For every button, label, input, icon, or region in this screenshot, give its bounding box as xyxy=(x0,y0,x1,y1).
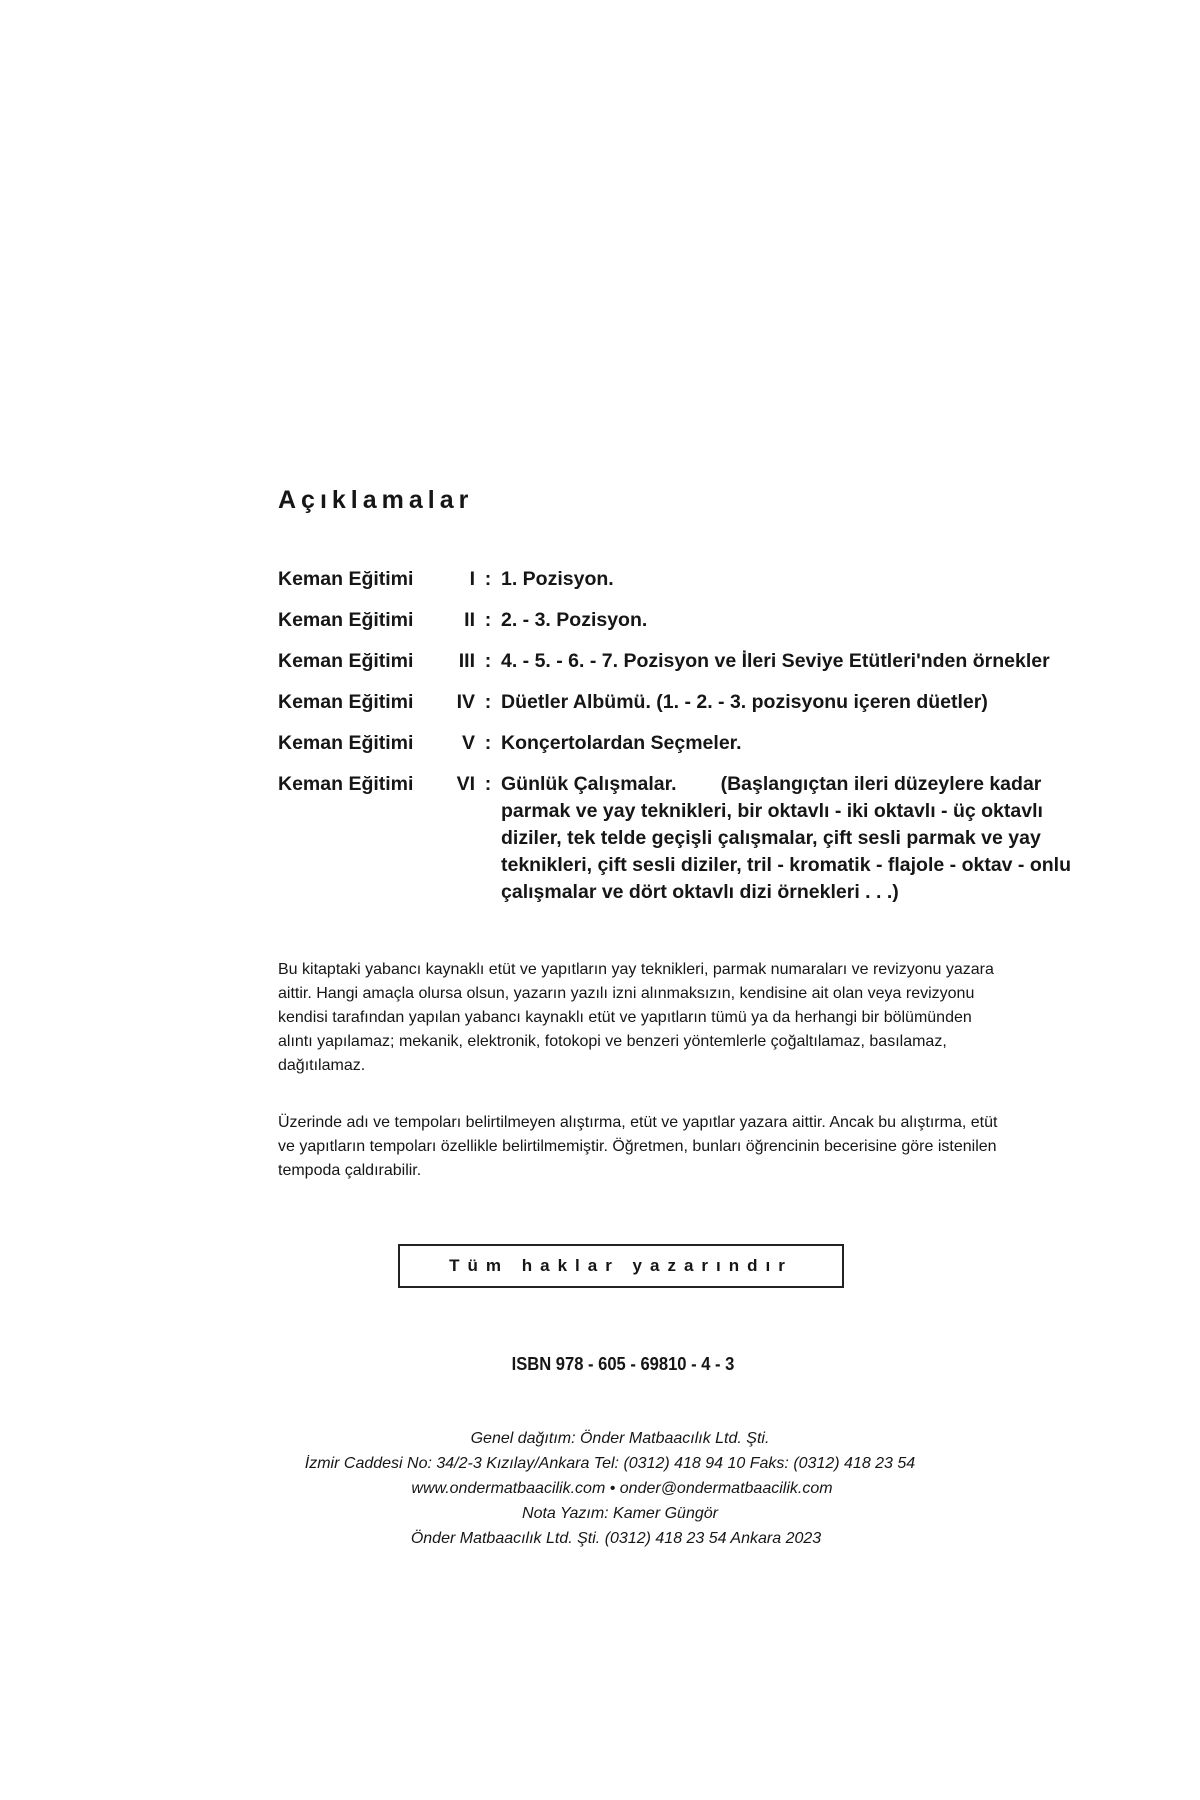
series-separator: : xyxy=(484,568,492,590)
series-separator: : xyxy=(484,691,492,713)
series-description xyxy=(501,730,1078,757)
series-description-text: Düetler Albümü. (1. - 2. - 3. pozisyonu içeren düetler) xyxy=(501,691,988,713)
series-volume: II xyxy=(464,609,475,631)
series-name: Keman Eğitimi xyxy=(278,773,414,795)
series-item xyxy=(278,566,1078,593)
isbn-number: ISBN 978 - 605 - 69810 - 4 - 3 xyxy=(511,1354,735,1374)
imprint-block xyxy=(0,1426,1200,1551)
series-description-text: 2. - 3. Pozisyon. xyxy=(501,609,648,631)
series-item xyxy=(278,607,1078,634)
series-name: Keman Eğitimi xyxy=(278,732,414,754)
series-separator: : xyxy=(484,609,492,631)
rights-reserved-text: Tüm haklar yazarındır xyxy=(449,1256,793,1275)
imprint-line: Nota Yazım: Kamer Güngör xyxy=(522,1505,718,1522)
series-description-text: Konçertolardan Seçmeler. xyxy=(501,732,742,754)
series-item xyxy=(278,771,1078,906)
series-description xyxy=(501,689,1078,716)
series-description-note: (Başlangıçtan ileri düzeylere kadar parmak ve yay teknikleri, bir oktavlı - iki oktavlı - üç oktavlı diziler, tek telde geçişli çalışmalar, çift sesli parmak ve yay teknikleri, çift sesli diziler, tril - kromatik - flajole - oktav - onlu çalışmalar ve dört oktavlı dizi örnekleri . . .) xyxy=(501,773,1071,903)
page-heading: Açıklamalar xyxy=(278,486,474,514)
tempo-notice-paragraph: Üzerinde adı ve tempoları belirtilmeyen alıştırma, etüt ve yapıtlar yazara aittir. Ancak bu alıştırma, etüt ve yapıtların tempoları özellikle belirtilmemiştir. Öğretmen, bunları öğrencinin becerisine göre istenilen tempoda çaldırabilir. xyxy=(278,1114,998,1179)
series-separator: : xyxy=(484,650,492,672)
series-description-text: Günlük Çalışmalar. xyxy=(501,773,677,795)
series-volume: V xyxy=(461,732,475,754)
series-item xyxy=(278,730,1078,757)
series-description-text: 4. - 5. - 6. - 7. Pozisyon ve İleri Seviye Etütleri'nden örnekler xyxy=(501,650,1050,672)
series-volume: I xyxy=(469,568,475,590)
series-name: Keman Eğitimi xyxy=(278,650,414,672)
series-item xyxy=(278,689,1078,716)
series-list xyxy=(278,566,1078,920)
series-description xyxy=(501,771,1078,906)
imprint-line: Genel dağıtım: Önder Matbaacılık Ltd. Şti. xyxy=(470,1430,770,1447)
series-name: Keman Eğitimi xyxy=(278,691,414,713)
series-description xyxy=(501,607,1078,634)
series-name: Keman Eğitimi xyxy=(278,568,414,590)
imprint-line: Önder Matbaacılık Ltd. Şti. (0312) 418 23 54 Ankara 2023 xyxy=(410,1530,822,1547)
series-item xyxy=(278,648,1078,675)
rights-reserved-box xyxy=(398,1244,844,1288)
series-description-text: 1. Pozisyon. xyxy=(501,568,614,590)
imprint-line: İzmir Caddesi No: 34/2-3 Kızılay/Ankara Tel: (0312) 418 94 10 Faks: (0312) 418 23 54 xyxy=(304,1455,916,1472)
series-volume: III xyxy=(458,650,475,672)
series-description xyxy=(501,566,1078,593)
imprint-line: www.ondermatbaacilik.com • onder@ondermatbaacilik.com xyxy=(411,1480,833,1497)
series-separator: : xyxy=(484,773,492,795)
copyright-notice-paragraph: Bu kitaptaki yabancı kaynaklı etüt ve yapıtların yay teknikleri, parmak numaraları ve revizyonu yazara aittir. Hangi amaçla olursa olsun, yazarın yazılı izni alınmaksızın, kendisine ait olan veya revizyonu kendisi tarafından yapılan yabancı kaynaklı etüt ve yapıtların tümü ya da herhangi bir bölümünden alıntı yapılamaz; mekanik, elektronik, fotokopi ve benzeri yöntemlerle çoğaltılamaz, basılamaz, dağıtılamaz. xyxy=(278,961,994,1074)
series-name: Keman Eğitimi xyxy=(278,609,414,631)
series-description xyxy=(501,648,1078,675)
series-separator: : xyxy=(484,732,492,754)
series-volume: IV xyxy=(456,691,475,713)
series-volume: VI xyxy=(456,773,475,795)
